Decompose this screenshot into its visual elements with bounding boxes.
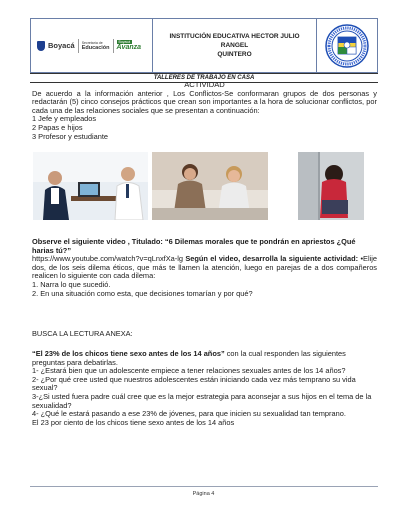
lectura-question: 4- ¿Qué le estará pasando a ese 23% de jóvenes, para que inicien su sexualidad tan temprano.	[32, 409, 346, 419]
lectura-heading: BUSCA LA LECTURA ANEXA:	[32, 329, 133, 338]
actividad-item: 1 Jefe y empleados	[32, 114, 97, 124]
lectura-question: 1- ¿Estará bien que un adolescente empiece a tener relaciones sexuales antes de los 14 años?	[32, 366, 346, 376]
arguing-couple-photo	[152, 152, 268, 220]
sad-student-photo	[298, 152, 364, 220]
video-title: Observe el siguiente video , Titulado: “6 Dilemas morales que te pondrán en apriestos ¿Qué harias tú?”	[32, 237, 356, 255]
logo-boyaca-avanza: Boyacá Avanza	[116, 39, 142, 51]
actividad-heading: ACTIVIDAD	[184, 80, 225, 89]
boyaca-shield-icon	[37, 41, 45, 51]
actividad-intro: De acuerdo a la información anterior , Los Conflictos-Se conformaran grupos de dos personas y redactarán (5) cinco consejos prácticos que crean son importantes a la hora de solucionar conflictos, por cada una de las relaciones sociales que se presentan a continuación:	[32, 88, 377, 115]
logo-secretaria: Secretaría de Educación	[81, 40, 110, 51]
institution-title: INSTITUCIÓN EDUCATIVA HECTOR JULIO RANGEL QUINTERO	[153, 19, 317, 72]
subheader: TALLERES DE TRABAJO EN CASA	[30, 73, 378, 83]
actividad-item: 3 Profesor y estudiante	[32, 131, 109, 141]
header-logos	[31, 19, 153, 72]
actividad-item: 2 Papas e hijos	[32, 122, 83, 132]
video-instruction-text: •Elije dos, de los seis dilema éticos, que más te llamen la atención, luego en parejas de a dos compañeros realicen lo siguiente con cada dilema:	[32, 254, 377, 281]
actividad-section	[32, 81, 377, 141]
footer-divider	[30, 486, 378, 487]
lectura-question: 3-¿Si usted fuera padre cuál cree que es la mejor estrategia para aconsejar a sus hijos en el tema de la sexualidad?	[32, 391, 372, 410]
page-header	[30, 18, 378, 73]
lectura-question: 2- ¿Por qué cree usted que nuestros adolescentes están iniciando cada vez más temprano su vida sexual?	[32, 374, 356, 393]
page-number: Página 4	[192, 491, 215, 497]
video-instructions	[32, 255, 377, 281]
video-activity-label: Según el video, desarrolla la siguiente actividad:	[182, 254, 361, 264]
lectura-question: El 23 por ciento de los chicos tiene sexo antes de los 14 años	[32, 417, 235, 427]
office-meeting-photo	[33, 152, 148, 220]
video-link[interactable]: https://www.youtube.com/watch?v=qLnxfXa-lg	[32, 254, 183, 264]
video-section	[32, 238, 377, 298]
school-crest-icon	[317, 19, 377, 72]
lectura-section	[32, 350, 377, 427]
photo-strip	[33, 152, 365, 220]
video-step: 2. En una situación como esta, que decisiones tomarían y por qué?	[32, 288, 253, 298]
lectura-quote: “El 23% de los chicos tiene sexo antes de los 14 años”	[32, 349, 225, 358]
lectura-intro: “El 23% de los chicos tiene sexo antes de los 14 años” con la cual responden las siguientes preguntas para debatirlas.	[32, 349, 346, 367]
logo-boyaca: Boyacá	[48, 41, 75, 50]
video-step: 1. Narra lo que sucedió.	[32, 279, 111, 289]
